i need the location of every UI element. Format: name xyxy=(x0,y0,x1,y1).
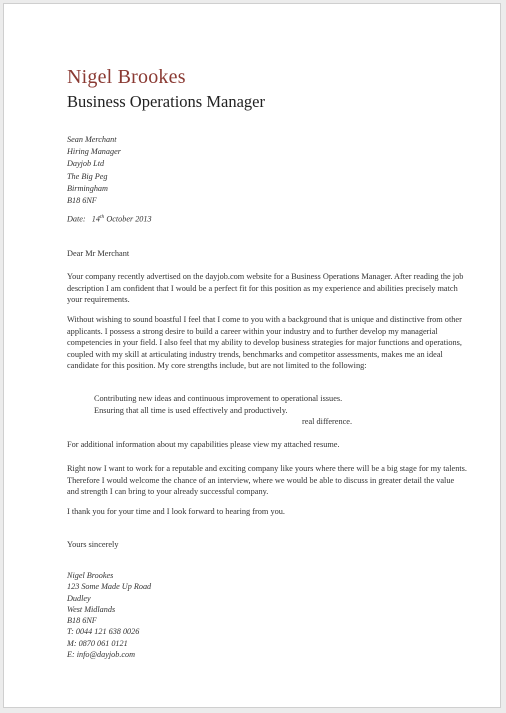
paragraph-interview: Right now I want to work for a reputable and exciting company like yours where there will be a big stage for my talents. Therefore I would welcome the chance of an interview, where we would be able to discuss in greater detail the value and strength I can bring to your already successful company. xyxy=(67,464,467,497)
letter-date xyxy=(67,214,152,224)
paragraph-thanks: I thank you for your time and I look forward to hearing from you. xyxy=(67,507,285,516)
signature-line: B18 6NF xyxy=(67,616,97,626)
date-day: 14 xyxy=(91,214,100,224)
signature-line: 123 Some Made Up Road xyxy=(67,582,152,592)
recipient-line: Sean Merchant xyxy=(67,135,117,144)
paragraph-background: Without wishing to sound boastful I feel that I come to you with a background that is unique and distinctive from other applicants. I possess a strong desire to build a career within your industry and to further develop my managerial competencies in your field. I also feel that my ability to develop business strategies for major functions and operations, coupled with my skill at articulating industry trends, benchmarks and competitor assessments, makes me an ideal candidate for this position. My core strengths include, but are not limited to the following: xyxy=(67,315,462,371)
signature-line: E: info@dayjob.com xyxy=(67,650,136,660)
list-item: Contributing new ideas and continuous improvement to operational issues. xyxy=(94,394,343,403)
date-label: Date: xyxy=(67,214,86,224)
letter-page xyxy=(3,3,501,708)
paragraph-intro: Your company recently advertised on the dayjob.com website for a Business Operations Manager. After reading the job description I am confident that I would be a perfect fit for this position as my experience and abilities precisely match your requirements. xyxy=(67,272,464,305)
recipient-line: Dayjob Ltd xyxy=(67,159,105,169)
paragraph-resume: For additional information about my capabilities please view my attached resume. xyxy=(67,440,340,449)
list-item: Ensuring that all time is used effectively and productively. xyxy=(94,405,288,415)
signature-line: Dudley xyxy=(67,593,91,603)
recipient-line: Birmingham xyxy=(67,183,108,193)
recipient-line: The Big Peg xyxy=(67,171,108,181)
recipient-line: Hiring Manager xyxy=(67,147,121,157)
signature-line: West Midlands xyxy=(67,604,116,614)
signature-line: M: 0870 061 0121 xyxy=(67,638,128,648)
list-item: real difference. xyxy=(302,417,353,427)
signature-line: T: 0044 121 638 0026 xyxy=(67,627,140,637)
recipient-address xyxy=(67,134,121,207)
closing: Yours sincerely xyxy=(67,540,119,549)
signature-line: Nigel Brookes xyxy=(67,571,114,580)
salutation: Dear Mr Merchant xyxy=(67,249,130,258)
date-rest: October 2013 xyxy=(106,214,152,224)
strengths-list xyxy=(94,393,352,428)
sender-job-title: Business Operations Manager xyxy=(67,92,265,111)
recipient-line: B18 6NF xyxy=(67,196,97,206)
date-suffix: th xyxy=(99,214,105,220)
sender-signature-block xyxy=(67,570,151,660)
sender-name: Nigel Brookes xyxy=(67,66,186,88)
